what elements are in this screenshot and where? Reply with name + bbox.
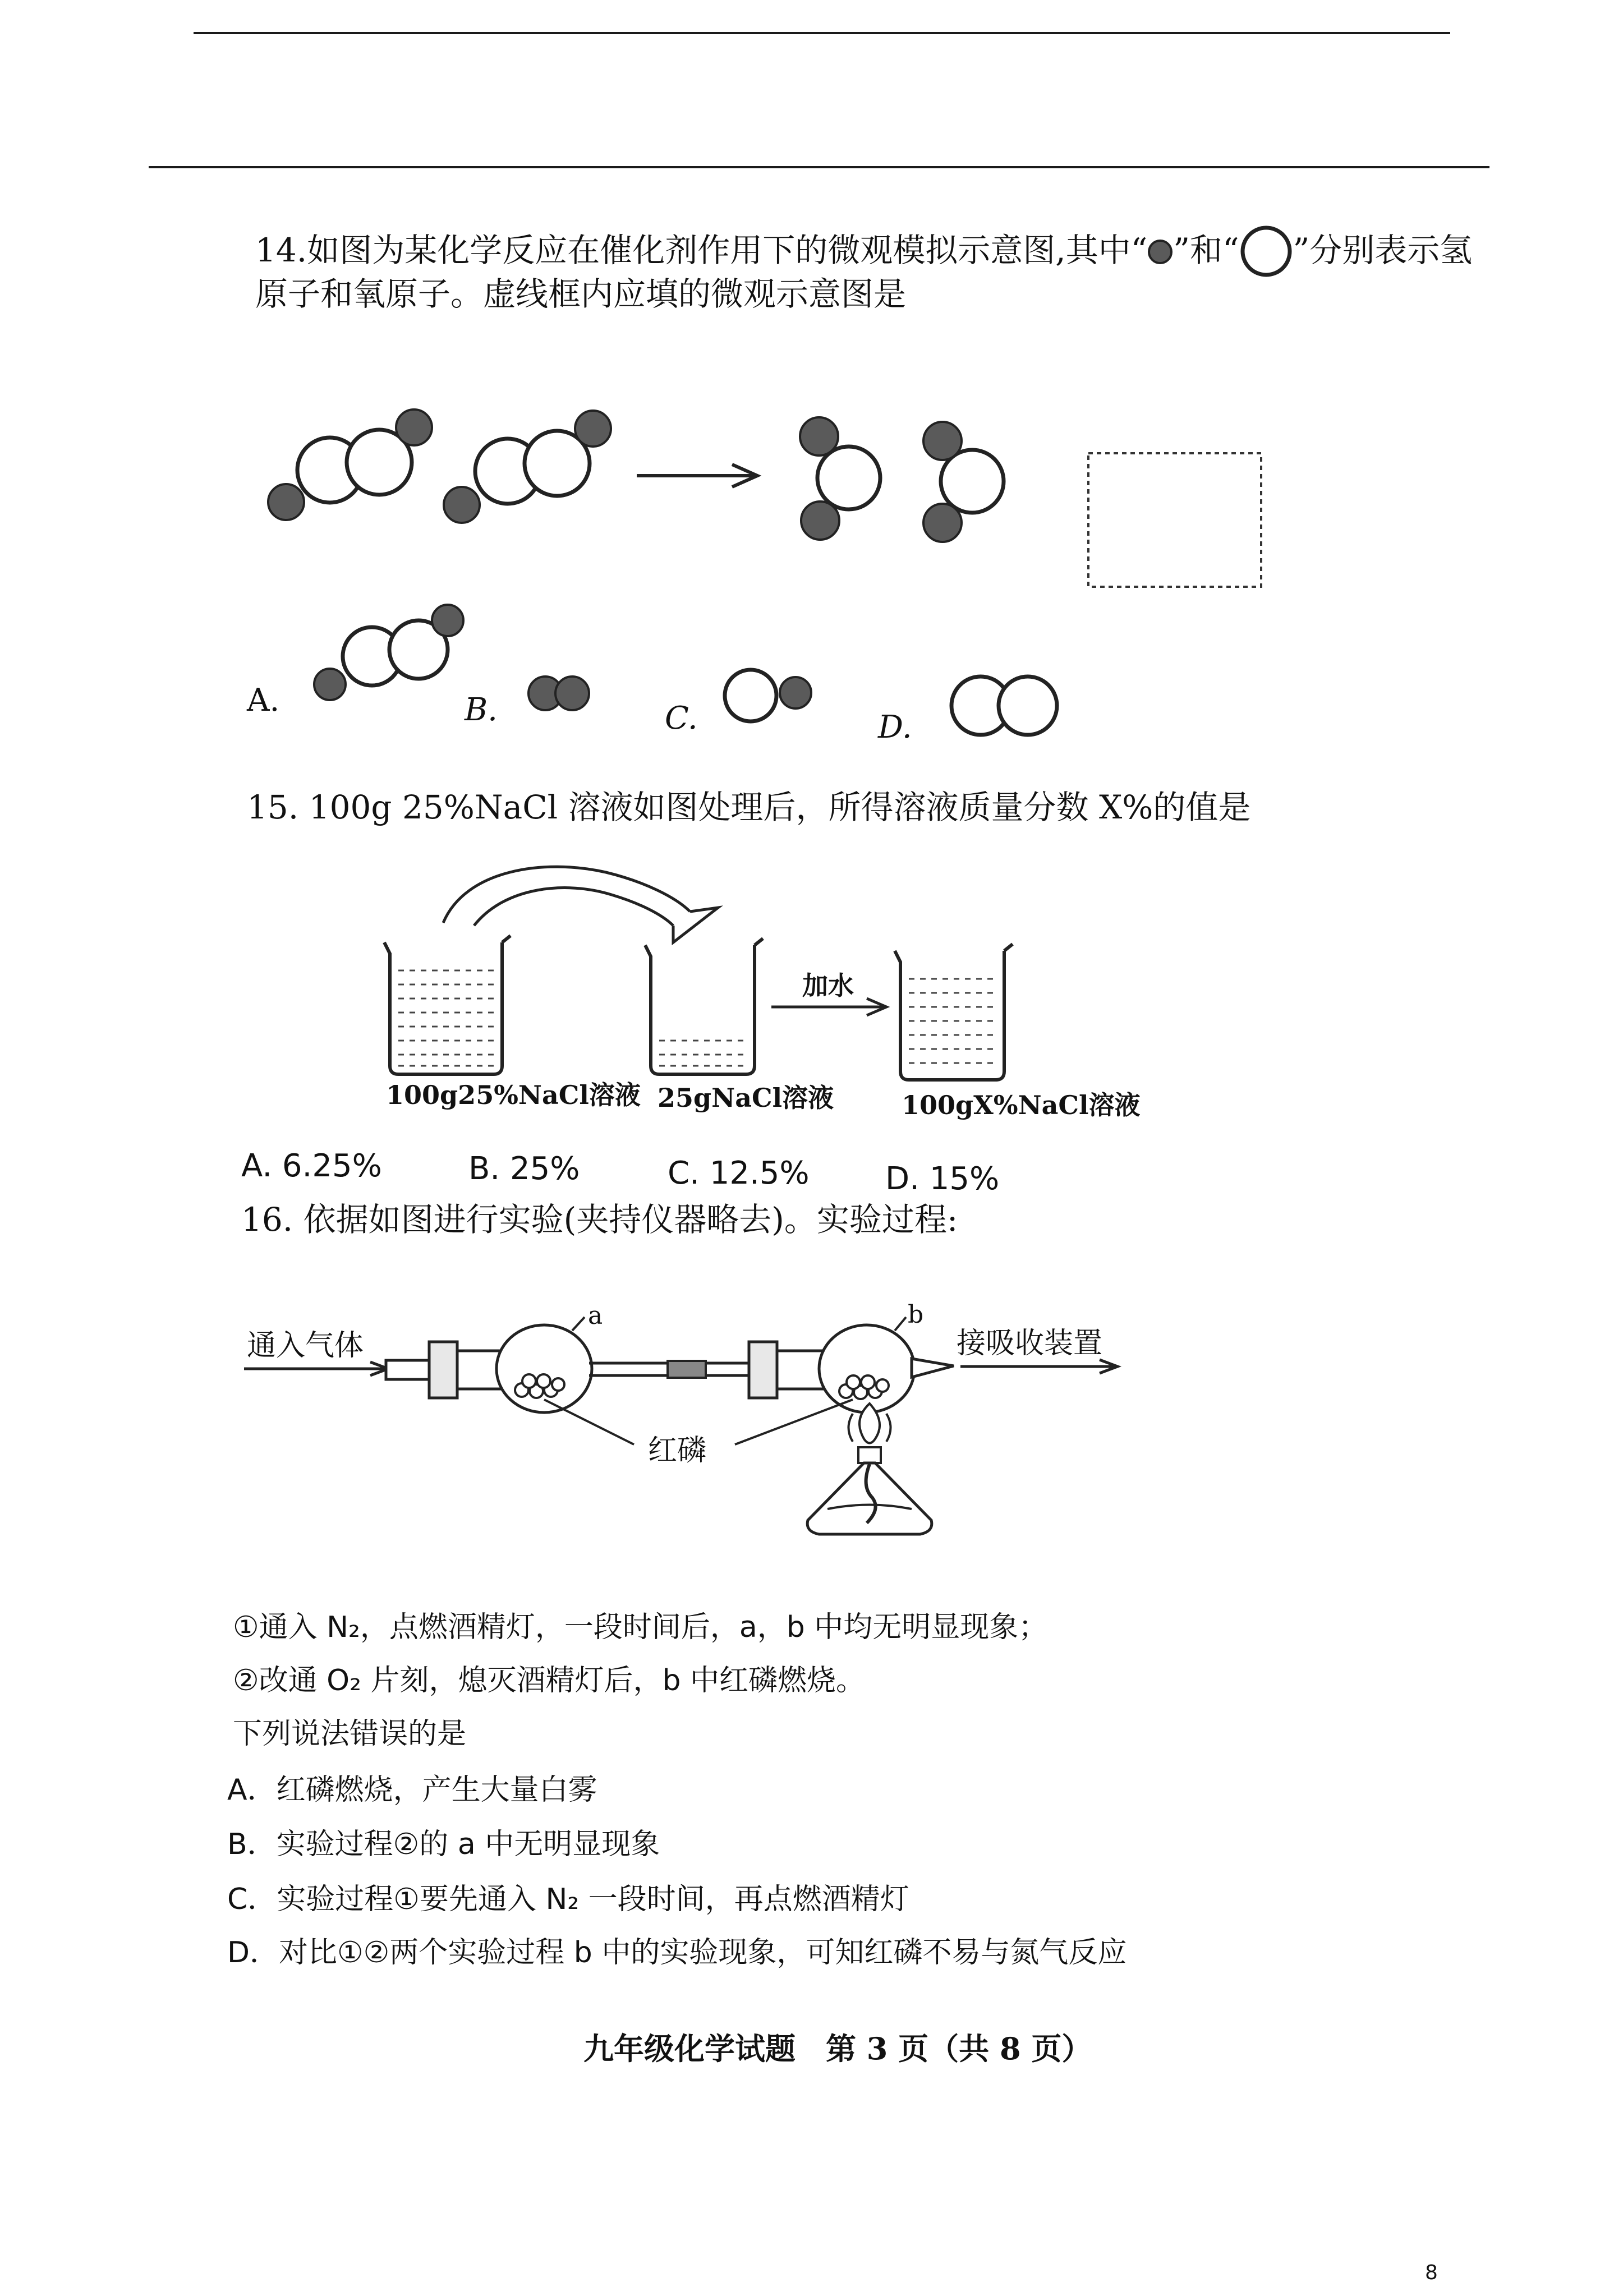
- product-water-2: [923, 422, 1004, 542]
- outlet-arrow: [960, 1360, 1118, 1373]
- reactant-molecule-2: [444, 411, 611, 523]
- q14-option-a-label: A.: [247, 682, 280, 719]
- q15-option-c: C. 12.5%: [668, 1155, 810, 1191]
- tube-b-label: b: [908, 1300, 924, 1329]
- q16-option-a: A．红磷燃烧，产生大量白雾: [227, 1773, 597, 1807]
- add-water-label: 加水: [802, 970, 854, 1001]
- q16-option-d: D．对比①②两个实验过程 b 中的实验现象，可知红磷不易与氮气反应: [227, 1936, 1127, 1970]
- q16-step1: ①通入 N₂，点燃酒精灯，一段时间后，a，b 中均无明显现象；: [233, 1611, 1048, 1644]
- beaker-2-label: 25gNaCl溶液: [658, 1083, 834, 1113]
- reaction-arrow: [637, 464, 757, 487]
- product-water-1: [800, 417, 880, 540]
- q14-option-c-label: C.: [665, 700, 698, 737]
- q16-step2: ②改通 O₂ 片刻，熄灭酒精灯后，b 中红磷燃烧。: [233, 1664, 865, 1697]
- gas-inlet-label: 通入气体: [247, 1329, 364, 1363]
- q15-option-a: A. 6.25%: [241, 1148, 382, 1184]
- gas-inlet-arrow: [244, 1362, 388, 1375]
- q14-option-d-diagram: [942, 662, 1077, 746]
- q14-option-b-diagram: [522, 669, 600, 719]
- answer-dashed-box: [1088, 453, 1261, 587]
- beaker-2: [645, 938, 763, 1074]
- q16-option-b: B．实验过程②的 a 中无明显现象: [227, 1828, 660, 1861]
- q16-option-c: C．实验过程①要先通入 N₂ 一段时间，再点燃酒精灯: [227, 1883, 909, 1916]
- q14-line1: 14.如图为某化学反应在催化剂作用下的微观模拟示意图,其中“ ”和“ ”分别表示氢: [255, 224, 1472, 278]
- q14-line2: 原子和氧原子。虚线框内应填的微观示意图是: [255, 275, 907, 313]
- transfer-curved-arrow: [443, 867, 718, 942]
- reactant-molecule-1: [268, 409, 432, 520]
- beaker-3: [895, 944, 1013, 1080]
- q14-option-c-diagram: [718, 659, 825, 732]
- receiver-label: 接吸收装置: [957, 1327, 1103, 1360]
- hydrogen-atom-icon: [1147, 239, 1173, 265]
- beaker-1: [384, 936, 511, 1074]
- q14-option-b-label: B.: [465, 692, 498, 728]
- rubber-connector: [668, 1361, 752, 1378]
- red-phosphorus-label: 红磷: [648, 1434, 707, 1467]
- beaker-3-label: 100gX%NaCl溶液: [902, 1090, 1141, 1120]
- q15-option-b: B. 25%: [468, 1151, 580, 1187]
- header-rule-bottom: [149, 166, 1489, 168]
- q15-option-d: D. 15%: [885, 1161, 1000, 1197]
- beaker-1-label: 100g25%NaCl溶液: [386, 1080, 641, 1110]
- q14-option-a-diagram: [303, 595, 471, 707]
- page-footer: 九年级化学试题 第 3 页（共 8 页）: [583, 2031, 1092, 2067]
- page-number: 8: [1425, 2261, 1438, 2284]
- q14-option-d-label: D.: [878, 709, 912, 746]
- q16-stem: 16. 依据如图进行实验(夹持仪器略去)。实验过程:: [241, 1200, 958, 1239]
- q15-stem: 15. 100g 25%NaCl 溶液如图处理后，所得溶液质量分数 X%的值是: [247, 788, 1251, 826]
- tube-a: [386, 1325, 668, 1412]
- header-rule-top: [194, 32, 1450, 34]
- oxygen-atom-icon: [1239, 224, 1293, 278]
- tube-a-label: a: [588, 1301, 603, 1330]
- q14-reaction-diagram: [247, 393, 1537, 606]
- q16-question: 下列说法错误的是: [233, 1717, 467, 1751]
- alcohol-lamp: [807, 1404, 932, 1534]
